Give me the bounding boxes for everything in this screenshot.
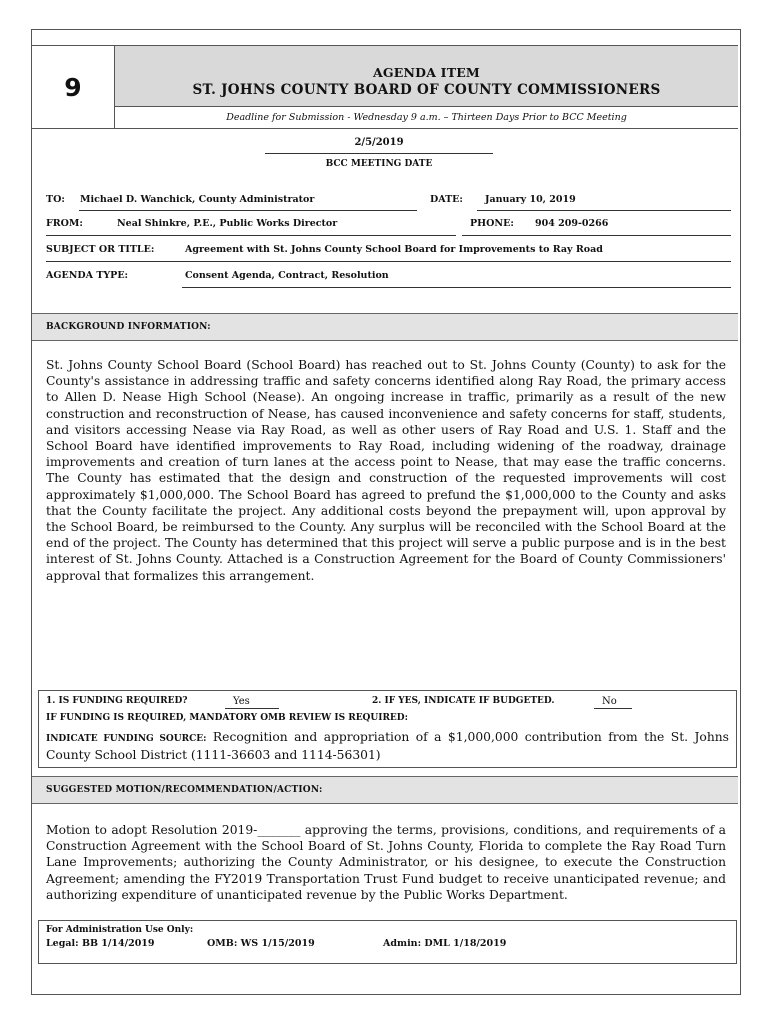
funding-source-text: Recognition and appropriation of a $1,000,000 contribution from the St. Johns County School District (1111-36603 and 1114-56301) xyxy=(46,730,729,762)
omb-review-note: IF FUNDING IS REQUIRED, MANDATORY OMB REVIEW IS REQUIRED: xyxy=(46,713,408,723)
date-underline xyxy=(477,210,731,211)
background-text: St. Johns County School Board (School Board) has reached out to St. Johns County (County) to ask for the County's assistance in addressing traffic and safety concerns identified along Ray Road, the primary access to Allen D. Nease High School (Nease). An ongoing increase in traffic, primarily as a result of the new construction and reconstruction of Nease, has caused inconvenience and safety concerns for staff, students, and visitors accessing Nease via Ray Road, as well as other users of Ray Road and U.S. 1. Staff and the School Board have identified improvements to Ray Road, including widening of the roadway, drainage improvements and creation of turn lanes at the access point to Nease, that may ease the traffic concerns. The County has estimated that the design and construction of the requested improvements will cost approximately $1,000,000. The School Board has agreed to prefund the $1,000,000 to the County and asks that the County facilitate the project. Any additional costs beyond the prepayment will, upon approval by the School Board, be reimbursed to the County. Any surplus will be reconciled with the School Board at the end of the project. The County has determined that this project will serve a public purpose and is in the best interest of St. Johns County. Attached is a Construction Agreement for the Board of County Commissioners' approval that formalizes this arrangement. xyxy=(46,358,726,583)
budgeted-label: 2. IF YES, INDICATE IF BUDGETED. xyxy=(372,696,555,706)
motion-text: Motion to adopt Resolution 2019-_______ approving the terms, provisions, conditions, and requirements of a Construction Agreement with the School Board of St. Johns County, Florida to complete the Ray Road Turn Lane Improvements; authorizing the County Administrator, or his designee, to execute the Construction Agreement; amending the FY2019 Transportation Trust Fund budget to receive unanticipated revenue; and authorizing expenditure of unanticipated revenue by the Public Works Department. xyxy=(46,823,726,902)
to-label: TO: xyxy=(46,194,65,205)
to-underline xyxy=(79,210,417,211)
item-number: 9 xyxy=(32,46,115,128)
background-heading: BACKGROUND INFORMATION: xyxy=(46,322,211,332)
date-value: January 10, 2019 xyxy=(485,194,576,205)
date-label: DATE: xyxy=(430,194,463,205)
agenda-form xyxy=(31,29,741,995)
submission-deadline: Deadline for Submission - Wednesday 9 a.m. – Thirteen Days Prior to BCC Meeting xyxy=(226,112,627,123)
motion-heading: SUGGESTED MOTION/RECOMMENDATION/ACTION: xyxy=(46,785,323,795)
meeting-date-block xyxy=(265,137,493,169)
subject-label: SUBJECT OR TITLE: xyxy=(46,244,155,255)
funding-source-label: INDICATE FUNDING SOURCE: xyxy=(46,734,207,744)
subject-underline xyxy=(46,261,731,262)
meeting-date: 2/5/2019 xyxy=(265,137,493,154)
agenda-type-underline xyxy=(182,287,731,288)
background-heading-bar xyxy=(32,313,738,341)
admin-use-box xyxy=(38,920,737,964)
phone-label: PHONE: xyxy=(470,218,514,229)
meeting-date-label: BCC MEETING DATE xyxy=(325,159,433,169)
from-underline xyxy=(46,235,456,236)
budgeted-value: No xyxy=(594,696,632,709)
phone-underline xyxy=(462,235,731,236)
legal-signoff: Legal: BB 1/14/2019 xyxy=(46,938,155,949)
from-label: FROM: xyxy=(46,218,83,229)
agenda-type-value: Consent Agenda, Contract, Resolution xyxy=(185,270,389,281)
admin-use-heading: For Administration Use Only: xyxy=(46,925,194,935)
funding-source xyxy=(46,730,729,763)
form-header xyxy=(32,45,738,129)
header-title-line1: AGENDA ITEM xyxy=(373,65,480,80)
phone-value: 904 209-0266 xyxy=(535,218,609,229)
funding-required-value: Yes xyxy=(225,696,279,709)
omb-signoff: OMB: WS 1/15/2019 xyxy=(207,938,315,949)
from-value: Neal Shinkre, P.E., Public Works Director xyxy=(117,218,338,229)
to-value: Michael D. Wanchick, County Administrator xyxy=(80,194,315,205)
header-title-line2: ST. JOHNS COUNTY BOARD OF COUNTY COMMISSIONERS xyxy=(192,82,661,98)
subject-value: Agreement with St. Johns County School Board for Improvements to Ray Road xyxy=(185,244,603,255)
motion-heading-bar xyxy=(32,776,738,804)
header-title-block xyxy=(115,46,738,107)
admin-signoff: Admin: DML 1/18/2019 xyxy=(383,938,507,949)
agenda-type-label: AGENDA TYPE: xyxy=(46,270,129,281)
funding-required-label: 1. IS FUNDING REQUIRED? xyxy=(46,696,188,706)
funding-box xyxy=(38,690,737,768)
